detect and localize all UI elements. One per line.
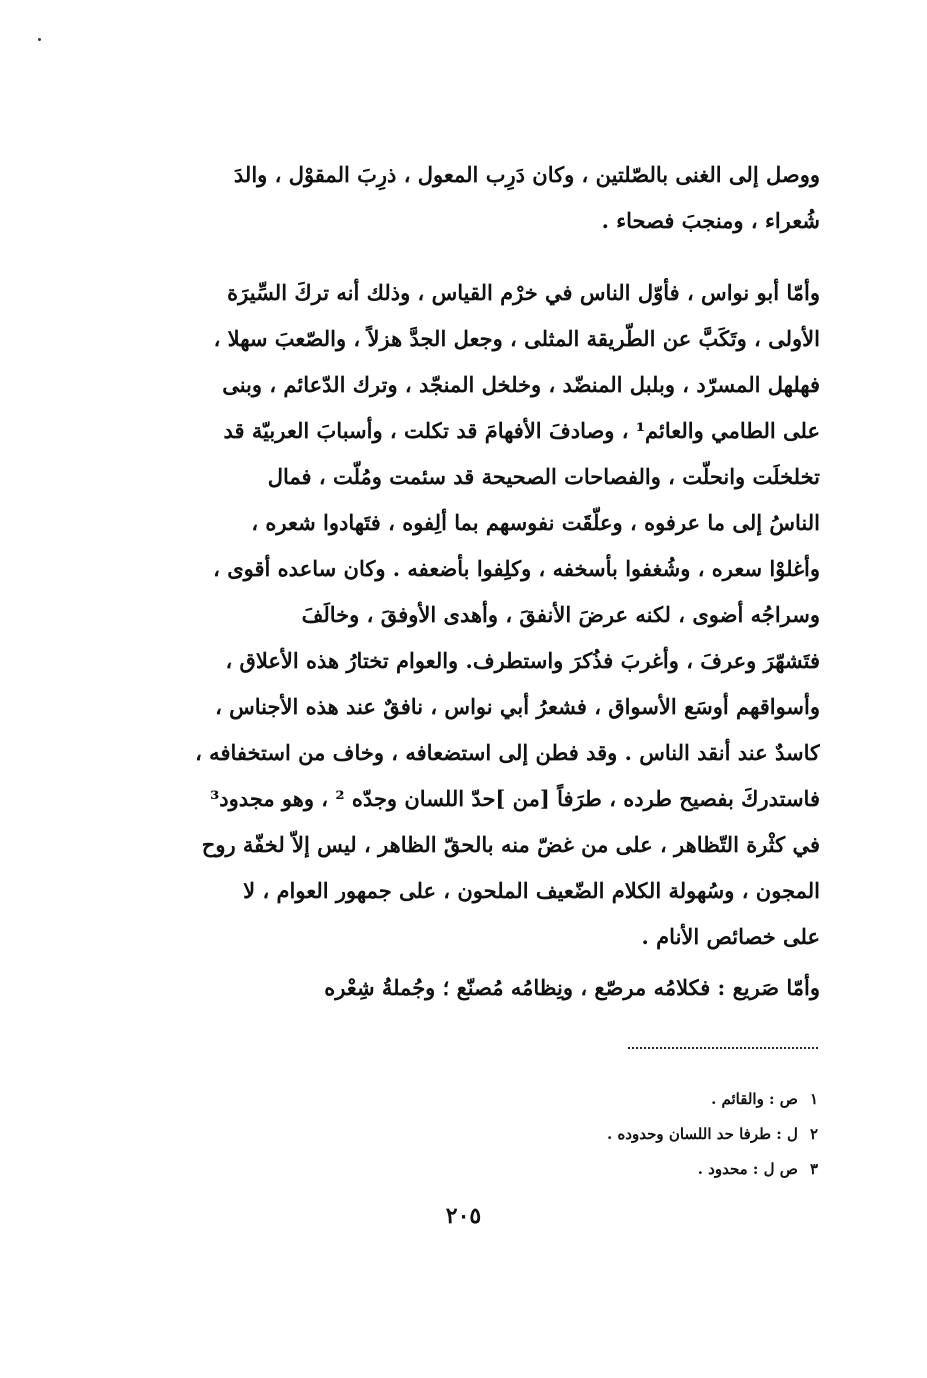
footnote-number: ٣	[809, 1160, 818, 1178]
paragraph-line: وسراجُه أضوى ، لكنه عرضَ الأنفقَ ، وأهدى الأوفقَ ، وخالَفَ	[301, 602, 820, 627]
paragraph-line: الناسُ إلى ما عرفوه ، وعلّقَت نفوسهم بما ألِفوه ، فتَهادوا شعره ،	[251, 510, 820, 535]
paragraph-line: ووصل إلى الغنى بالصّلتين ، وكان دَرِب المعول ، ذرِبَ المقوْل ، والدَ	[233, 162, 820, 187]
paragraph-line: على الطامي والعائم¹ ، وصادفَ الأفهامَ قد تكلت ، وأسبابَ العربيّة قد	[223, 418, 820, 443]
footnote-item	[400, 1117, 818, 1152]
paragraph-2	[140, 270, 820, 960]
page-number: ٢٠٥	[445, 1203, 482, 1229]
footnote-item	[400, 1082, 818, 1117]
footnotes	[400, 1082, 818, 1187]
footnote-text: ص ل : محدود .	[697, 1160, 798, 1178]
footnote-number: ١	[809, 1090, 818, 1108]
paragraph-line: وأمّا صَريع : فكلامُه مرصّع ، ونِظامُه مُصنّع ؛ وجُملةُ شِعْره	[324, 975, 820, 1000]
paragraph-line: شُعراء ، ومنجبَ فصحاء .	[601, 208, 820, 233]
paragraph-line: في كثْرة التّظاهر ، على من غضّ منه بالحقّ الظاهر ، ليس إلاّ لخفّة روح	[201, 832, 820, 857]
paragraph-line: تخلخلَت وانحلّت ، والفصاحات الصحيحة قد سئمت ومُلّت ، فمال	[267, 464, 820, 489]
footnote-number: ٢	[809, 1125, 818, 1143]
footnote-text: ص : والقائم .	[711, 1090, 798, 1108]
paragraph-line: وأغلوْا سعره ، وشُغفوا بأسخفه ، وكلِفوا بأضعفه . وكان ساعده أقوى ،	[213, 556, 820, 581]
footnote-separator	[628, 1047, 818, 1049]
paragraph-line: على خصائص الأنام .	[641, 924, 820, 949]
footnote-text: ل : طرفا حد اللسان وحدوده .	[607, 1125, 798, 1143]
paragraph-line: فهلهل المسرّد ، وبلبل المنضّد ، وخلخل المنجّد ، وترك الدّعائم ، وبنى	[222, 372, 820, 397]
paragraph-line: الأولى ، وتَكَبَّ عن الطّريقة المثلى ، وجعل الجدَّ هزلاً ، والصّعبَ سهلا ،	[213, 326, 820, 351]
paragraph-line: فاستدركَ بفصيح طرده ، طرَفاً [من ]حدّ اللسان وجدّه ² ، وهو مجدود³	[210, 786, 820, 811]
paragraph-line: وأمّا أبو نواس ، فأوّل الناس في خرْم القياس ، وذلك أنه تركَ السِّيرَة	[227, 280, 820, 305]
paragraph-line: المجون ، وسُهولة الكلام الضّعيف الملحون ، على جمهور العوام ، لا	[243, 878, 820, 903]
footnote-item	[400, 1152, 818, 1187]
paragraph-1	[140, 152, 820, 244]
paragraph-line: فتَشهّرَ وعرفَ ، وأغربَ فذُكرَ واستطرف. والعوام تختارُ هذه الأعلاق ،	[225, 648, 820, 673]
scan-speck	[38, 38, 41, 41]
paragraph-3	[140, 965, 820, 1011]
paragraph-line: وأسواقهم أوسَع الأسواق ، فشعرُ أبي نواس ، نافقٌ عند هذه الأجناس ،	[215, 694, 820, 719]
paragraph-line: كاسدٌ عند أنقد الناس . وقد فطن إلى استضعافه ، وخاف من استخفافه ،	[195, 740, 820, 765]
